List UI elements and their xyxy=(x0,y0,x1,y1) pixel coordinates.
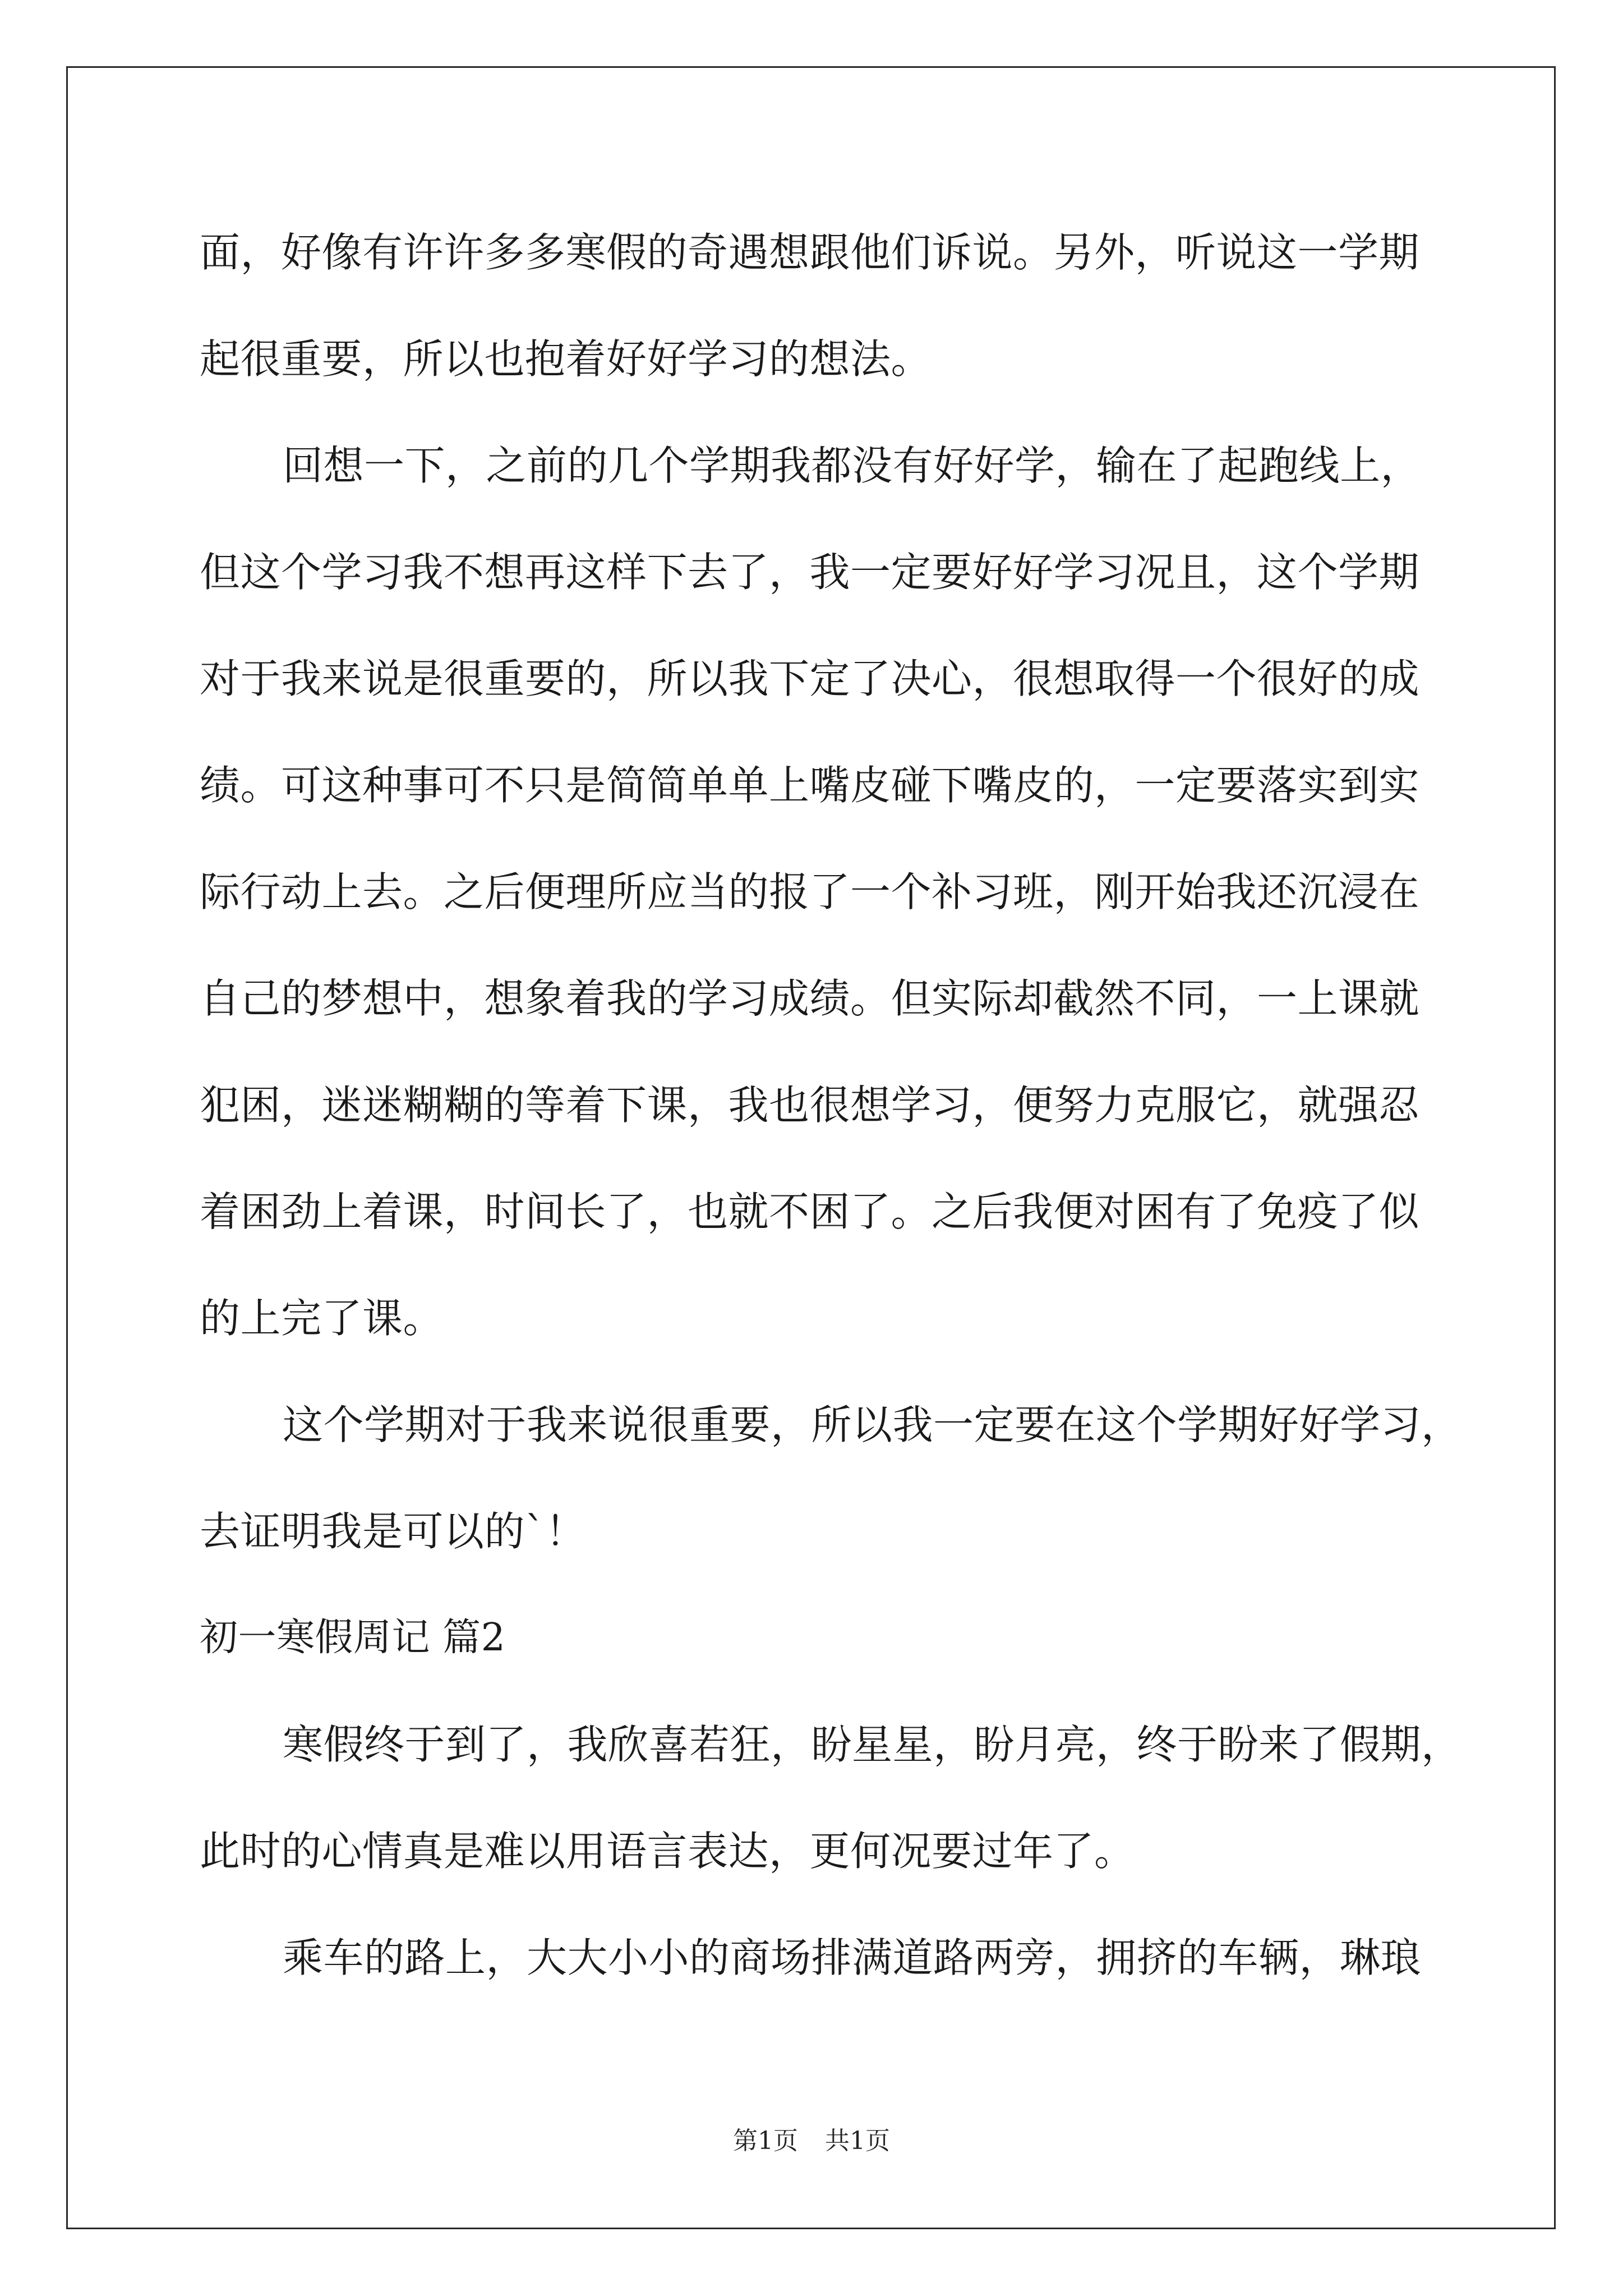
section-heading: 初一寒假周记 篇2 xyxy=(200,1616,506,1660)
text-line: 的上完了课。 xyxy=(200,1295,444,1342)
text-line: 起很重要，所以也抱着好好学习的想法。 xyxy=(200,335,932,383)
text-line: 犯困，迷迷糊糊的等着下课，我也很想学习，便努力克服它，就强忍 xyxy=(200,1082,1420,1129)
paragraph-first-line: 回想一下，之前的几个学期我都没有好好学，输在了起跑线上， xyxy=(283,442,1422,489)
paragraph-first-line: 这个学期对于我来说很重要，所以我一定要在这个学期好好学习， xyxy=(283,1401,1462,1448)
paragraph-first-line: 寒假终于到了，我欣喜若狂，盼星星，盼月亮，终于盼来了假期， xyxy=(283,1721,1462,1768)
text-line: 此时的心情真是难以用语言表达，更何况要过年了。 xyxy=(200,1828,1135,1875)
text-line: 面，好像有许许多多寒假的奇遇想跟他们诉说。另外，听说这一学期 xyxy=(200,229,1420,276)
text-line: 对于我来说是很重要的，所以我下定了决心，很想取得一个很好的成 xyxy=(200,655,1420,702)
page-footer xyxy=(0,2120,1623,2156)
text-line: 绩。可这种事可不只是简简单单上嘴皮碰下嘴皮的，一定要落实到实 xyxy=(200,762,1420,809)
text-line: 但这个学习我不想再这样下去了，我一定要好好学习况且，这个学期 xyxy=(200,549,1420,596)
total-pages: 共1页 xyxy=(825,2127,890,2155)
text-line: 着困劲上着课，时间长了，也就不困了。之后我便对困有了免疫了似 xyxy=(200,1188,1420,1235)
paragraph-first-line: 乘车的路上，大大小小的商场排满道路两旁，拥挤的车辆，琳琅 xyxy=(283,1934,1422,1981)
text-line: 自己的梦想中，想象着我的学习成绩。但实际却截然不同，一上课就 xyxy=(200,975,1420,1022)
page-number: 第1页 xyxy=(733,2127,798,2155)
text-line: 去证明我是可以的`！ xyxy=(200,1508,587,1555)
text-line: 际行动上去。之后便理所应当的报了一个补习班，刚开始我还沉浸在 xyxy=(200,868,1420,915)
